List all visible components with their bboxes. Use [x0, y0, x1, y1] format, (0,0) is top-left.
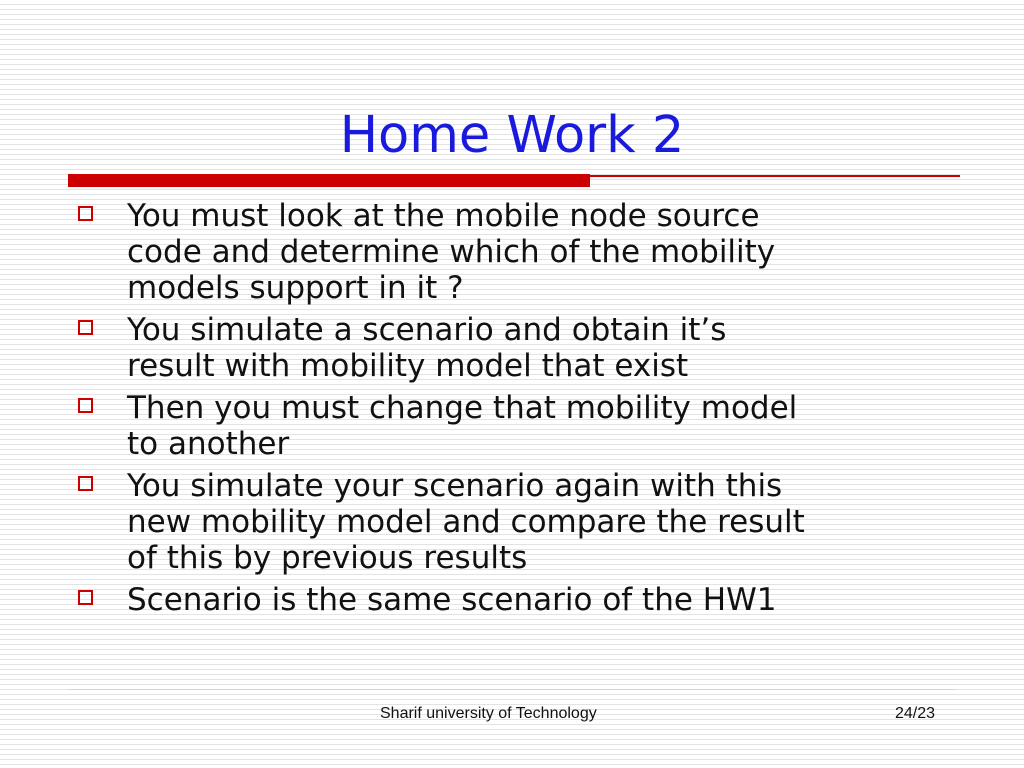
- hollow-square-bullet-icon: [78, 320, 93, 335]
- bullet-text: You must look at the mobile node source code and determine which of the mobility models support in it ?: [127, 198, 776, 306]
- hollow-square-bullet-icon: [78, 476, 93, 491]
- hollow-square-bullet-icon: [78, 398, 93, 413]
- bullet-list: [78, 198, 978, 624]
- bullet-item: [78, 312, 978, 384]
- hollow-square-bullet-icon: [78, 590, 93, 605]
- bullet-item: [78, 198, 978, 306]
- bullet-item: [78, 468, 978, 576]
- bullet-text: You simulate a scenario and obtain it’s result with mobility model that exist: [127, 312, 727, 384]
- footer-divider: [68, 689, 956, 690]
- bullet-text: Then you must change that mobility model to another: [127, 390, 798, 462]
- bullet-text: You simulate your scenario again with this new mobility model and compare the result of this by previous results: [127, 468, 805, 576]
- footer-page-number: 24/23: [895, 705, 936, 722]
- slide-title: Home Work 2: [339, 106, 685, 165]
- bullet-item: [78, 582, 978, 618]
- title-underline-thin: [590, 175, 960, 177]
- bullet-item: [78, 390, 978, 462]
- hollow-square-bullet-icon: [78, 206, 93, 221]
- footer-organization: Sharif university of Technology: [380, 705, 597, 722]
- bullet-text: Scenario is the same scenario of the HW1: [127, 582, 777, 618]
- title-underline-thick: [68, 174, 590, 187]
